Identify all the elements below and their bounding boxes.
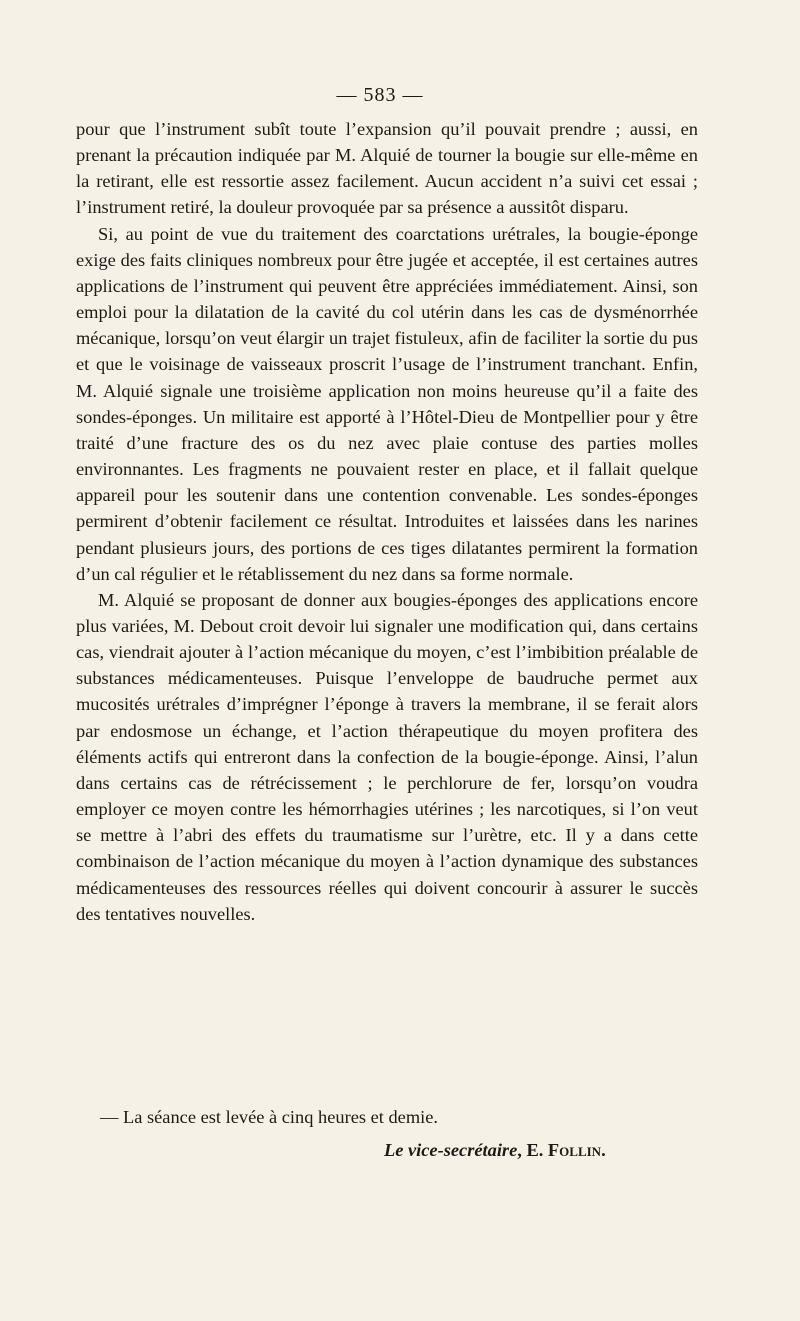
signature-role: Le vice-secrétaire <box>384 1140 518 1160</box>
paragraph-continuation: pour que l’instrument subît toute l’expansion qu’il pouvait prendre ; aussi, en prenant la précaution indiquée par M. Alquié de tourner la bougie sur elle-même en la retirant, elle est ressortie assez facilement. Aucun accident n’a suivi cet essai ; l’instrument retiré, la douleur provoquée par sa présence a aussitôt disparu. <box>76 119 698 218</box>
signature-name: E. Follin. <box>526 1140 606 1160</box>
page-number: — 583 — <box>336 84 424 106</box>
signature <box>384 1137 606 1163</box>
paragraph-debout-modification: M. Alquié se proposant de donner aux bougies-éponges des applications encore plus variées, M. Debout croit devoir lui signaler une modification qui, dans certains cas, viendrait ajouter à l’action mécanique du moyen, c’est l’imbibition préalable de substances médicamenteuses. Puisque l’enveloppe de baudruche permet aux mucosités urétrales d’imprégner l’éponge à travers la membrane, il se ferait alors par endosmose un échange, et l’action thérapeutique du moyen profitera des éléments actifs qui entreront dans la confection de la bougie-éponge. Ainsi, l’alun dans certains cas de rétrécissement ; le perchlorure de fer, lorsqu’on voudra employer ce moyen contre les hémorrhagies utérines ; les narcotiques, si l’on veut se mettre à l’abri des effets du traumatisme sur l’urètre, etc. Il y a dans cette combinaison de l’action mécanique du moyen à l’action dynamique des substances médicamenteuses des ressources réelles qui doivent concourir à assurer le succès des tentatives nouvelles. <box>76 589 698 924</box>
signature-separator: , <box>517 1140 527 1160</box>
session-closing: — La séance est levée à cinq heures et demie. <box>100 1107 439 1127</box>
body-text <box>76 116 698 927</box>
paragraph-bougie-eponge-applications: Si, au point de vue du traitement des coarctations urétrales, la bougie-éponge exige des faits cliniques nombreux pour être jugée et acceptée, il est certaines autres applications de l’instrument qui peuvent être appréciées immédiatement. Ainsi, son emploi pour la dilatation de la cavité du col utérin dans les cas de dysménorrhée mécanique, lorsqu’on veut élargir un trajet fistuleux, afin de faciliter la sortie du pus et que le voisinage de vaisseaux proscrit l’usage de l’instrument tranchant. Enfin, M. Alquié signale une troisième application non moins heureuse qu’il a faite des sondes-éponges. Un militaire est apporté à l’Hôtel-Dieu de Montpellier pour y être traité d’une fracture des os du nez avec plaie contuse des parties molles environnantes. Les fragments ne pouvaient rester en place, et il fallait quelque appareil pour les soutenir dans une contention convenable. Les sondes-éponges permirent d’obtenir facilement ce résultat. Introduites et laissées dans les narines pendant plusieurs jours, des portions de ces tiges dilatantes permirent la formation d’un cal régulier et le rétablissement du nez dans sa forme normale. <box>76 223 698 584</box>
